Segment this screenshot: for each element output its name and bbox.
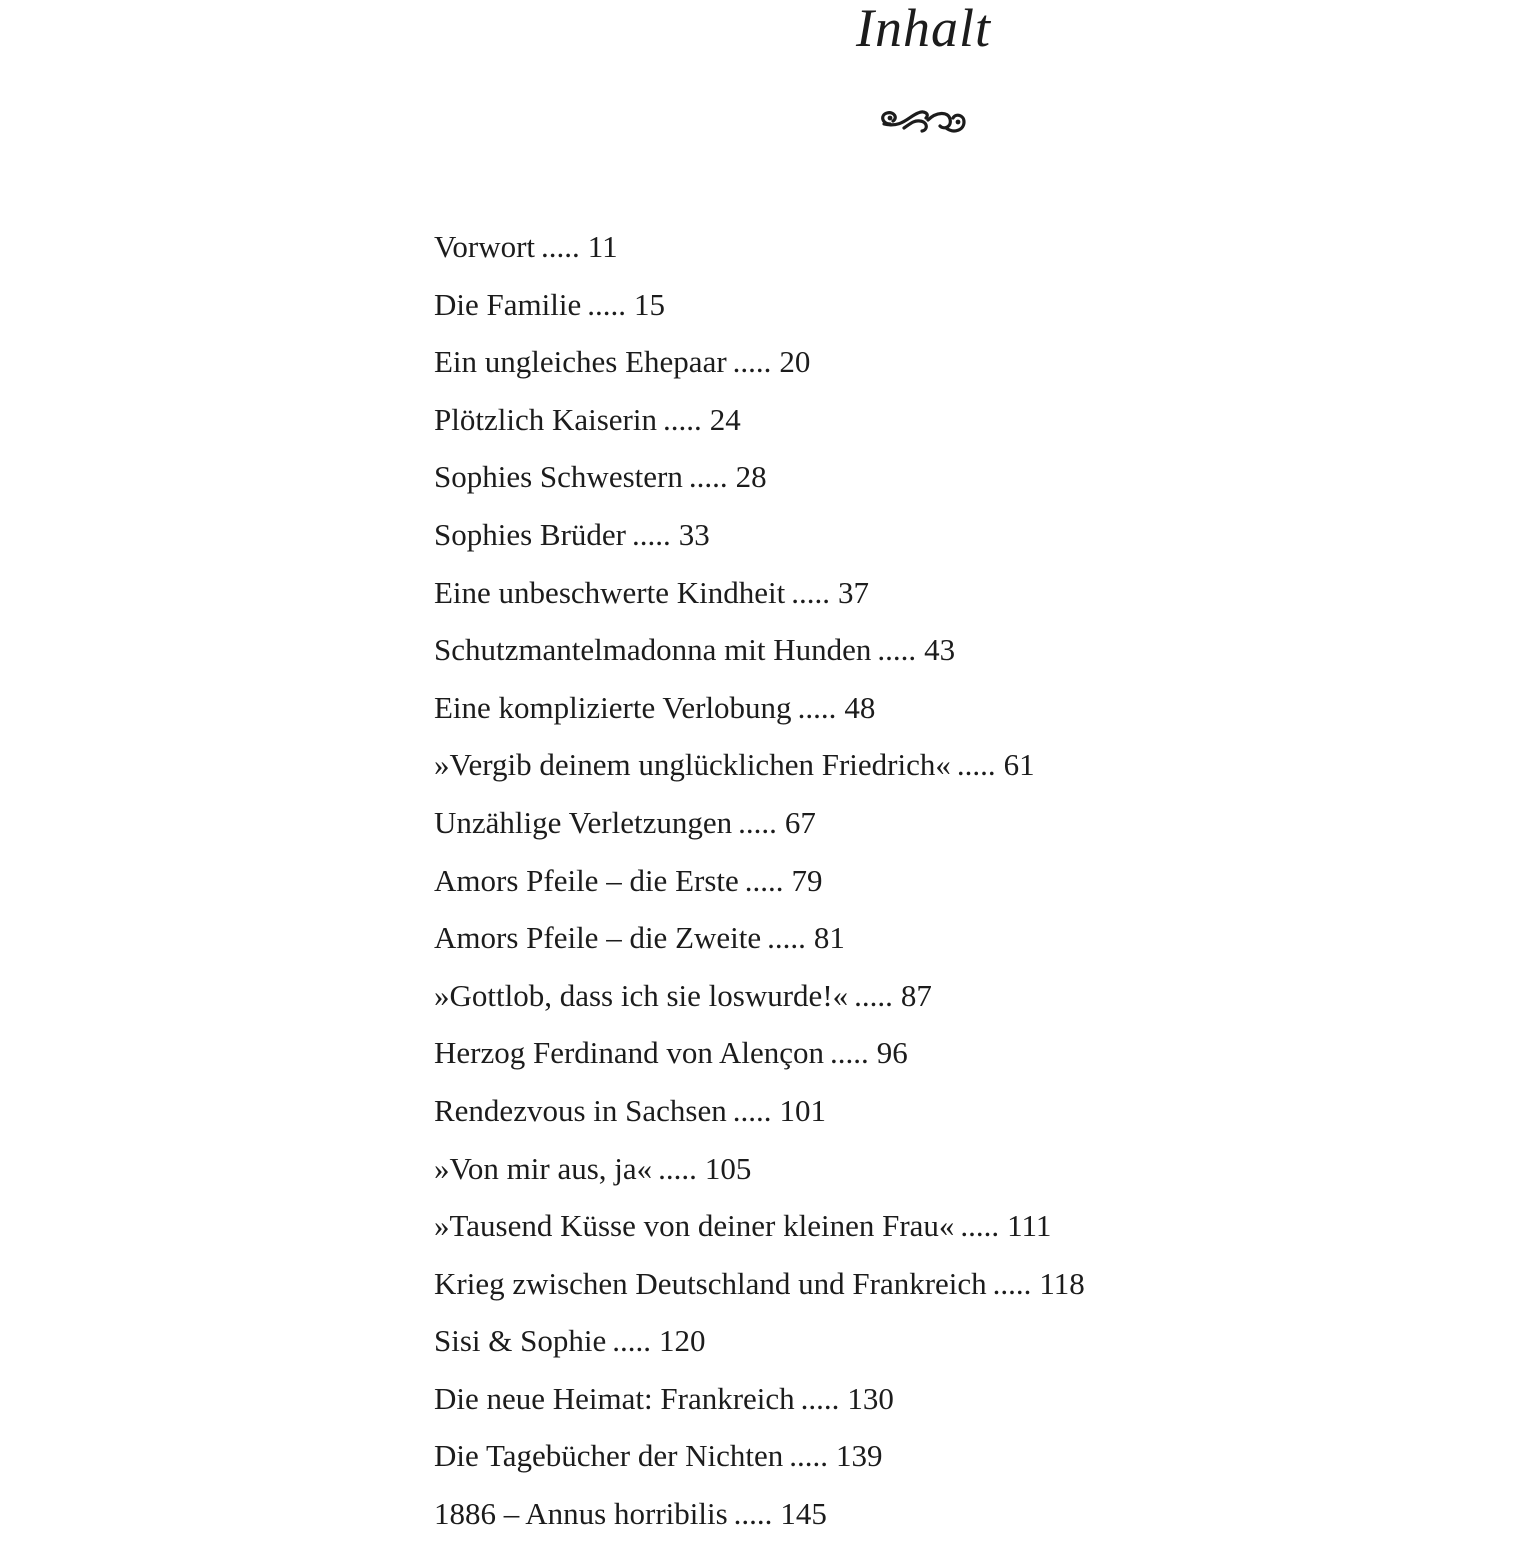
toc-entry-title: Die Tagebücher der Nichten [434,1438,784,1474]
toc-entry-title: Vorwort [434,229,536,264]
flourish-ornament-icon [876,100,968,140]
toc-entry [434,1024,1085,1082]
toc-entry [434,736,1085,794]
toc-entry [434,1082,1085,1140]
toc-entry-page-number: 145 [780,1496,827,1532]
toc-entry-title: »Gottlob, dass ich sie loswurde!« [434,977,849,1013]
toc-entry-title: Eine komplizierte Verlobung [434,689,792,725]
toc-entry [434,448,1085,506]
toc-entry-title: Die Familie [434,286,582,322]
toc-entry [434,391,1085,449]
toc-entry-title: Sophies Brüder [434,516,627,552]
toc-entry [434,679,1085,737]
toc-entry [434,1255,1085,1313]
toc-entry-page-number: 130 [847,1380,894,1416]
toc-entry-page-number: 96 [876,1035,908,1071]
toc-entry-page-number: 33 [678,516,710,552]
toc-entry-page-number: 24 [709,401,741,437]
toc-entry-page-number: 15 [633,286,665,322]
toc-entry-page-number: 11 [587,229,618,264]
toc-entry-page-number: 48 [844,689,876,725]
toc-entry-dots: ..... [662,401,702,437]
toc-entry-dots: ..... [992,1265,1032,1301]
toc-entry-title: »Vergib deinem unglücklichen Friedrich« [434,747,951,783]
toc-entry [434,1370,1085,1428]
toc-entry-dots: ..... [732,344,772,380]
toc-entry-page-number: 20 [779,344,811,380]
toc-entry-title: Sisi & Sophie [434,1323,607,1359]
toc-entry [434,621,1085,679]
toc-entry-dots: ..... [854,977,893,1013]
toc-entry-dots: ..... [587,286,626,322]
toc-entry-page-number: 81 [813,920,845,956]
toc-entry-title: Ein ungleiches Ehepaar [434,344,727,380]
toc-entry-page-number: 118 [1039,1265,1085,1301]
toc-entry-title: »Tausend Küsse von deiner kleinen Frau« [434,1208,955,1244]
toc-entry-title: Unzählige Verletzungen [434,804,733,840]
toc-entry [434,967,1085,1025]
toc-entry-page-number: 111 [1007,1208,1052,1244]
toc-entry-title: Krieg zwischen Deutschland und Frankreich [434,1265,987,1301]
toc-entry-title: Schutzmantelmadonna mit Hunden [434,632,872,668]
toc-entry-dots: ..... [733,1496,773,1532]
toc-entry-page-number: 79 [791,862,823,898]
toc-entry [434,218,1085,276]
toc-entry [434,794,1085,852]
toc-entry [434,852,1085,910]
toc-entry-dots: ..... [738,804,777,840]
toc-entry-page-number: 87 [900,977,932,1013]
toc-entry-dots: ..... [612,1323,652,1359]
toc-entry-dots: ..... [791,574,830,610]
toc-entry-page-number: 61 [1003,747,1035,783]
toc-entry [434,1140,1085,1198]
toc-entry-page-number: 43 [924,632,956,668]
toc-entry-page-number: 101 [779,1092,826,1128]
toc-entry-dots: ..... [658,1150,697,1186]
toc-entry [434,909,1085,967]
toc-entry-dots: ..... [960,1208,1000,1244]
toc-entry-title: Eine unbeschwerte Kindheit [434,574,786,610]
toc-entry-dots: ..... [732,1092,772,1128]
toc-entry-title: Sophies Schwestern [434,459,683,495]
toc-entry [434,1197,1085,1255]
toc-entry-dots: ..... [829,1035,869,1071]
toc-entry-page-number: 67 [784,804,816,840]
toc-entry-dots: ..... [877,632,917,668]
toc-entry-title: Rendezvous in Sachsen [434,1092,727,1128]
toc-entry-title: Herzog Ferdinand von Alençon [434,1035,824,1071]
toc-entry [434,1427,1085,1485]
toc-entry [434,506,1085,564]
toc-entry [434,564,1085,622]
toc-entry-title: 1886 – Annus horribilis [434,1496,728,1532]
toc-entry [434,276,1085,334]
toc-entry-dots: ..... [956,747,996,783]
toc-entry-dots: ..... [797,689,837,725]
toc-entry-dots: ..... [744,862,784,898]
toc-entry-dots: ..... [688,459,728,495]
toc-entry-title: »Von mir aus, ja« [434,1150,653,1186]
page-title: Inhalt [856,0,991,58]
toc-entry-page-number: 139 [836,1438,883,1474]
toc-entry-dots: ..... [800,1380,840,1416]
toc-entry-page-number: 120 [659,1323,706,1359]
toc-entry-dots: ..... [789,1438,829,1474]
toc-entry-dots: ..... [767,920,806,956]
toc-entry-title: Amors Pfeile – die Zweite [434,920,762,956]
toc-entry-title: Plötzlich Kaiserin [434,401,657,437]
toc-entry-title: Amors Pfeile – die Erste [434,862,739,898]
toc-entry-page-number: 37 [837,574,869,610]
toc-entry-dots: ..... [541,229,580,264]
toc-entry [434,333,1085,391]
toc-entry [434,1312,1085,1370]
toc-entry-page-number: 28 [735,459,767,495]
toc-entry-page-number: 105 [704,1150,752,1186]
toc-entry [434,1485,1085,1543]
toc-entry-dots: ..... [632,516,671,552]
table-of-contents [434,218,1085,1543]
toc-entry-title: Die neue Heimat: Frankreich [434,1380,795,1416]
